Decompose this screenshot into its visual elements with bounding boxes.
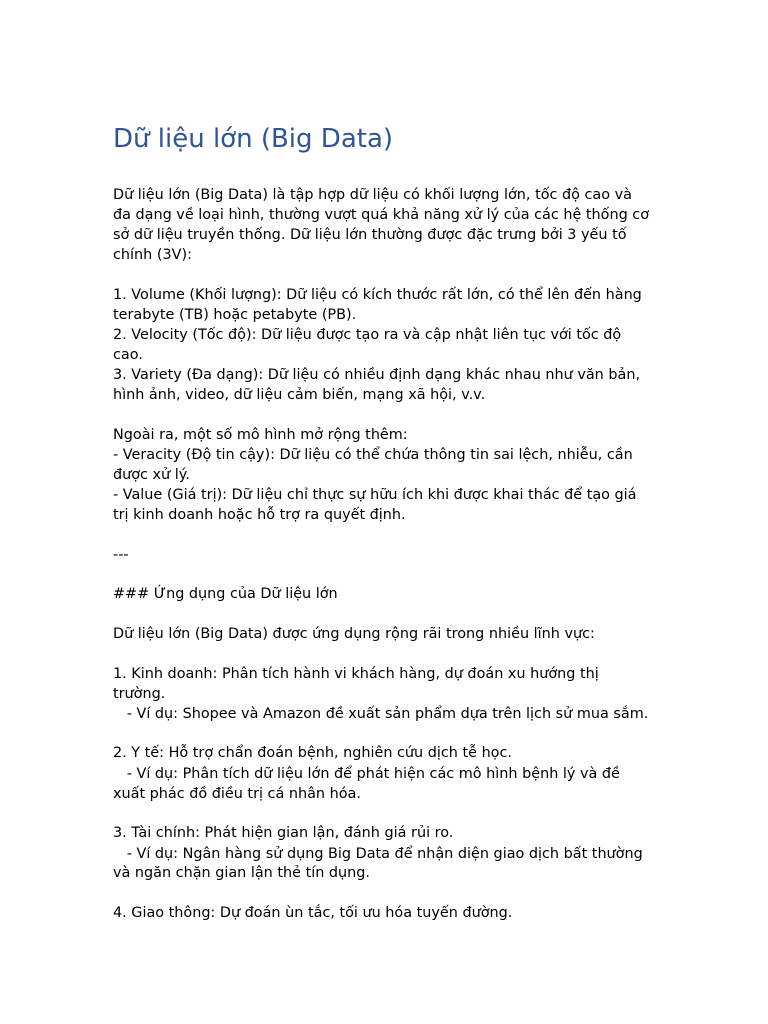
text-line: trị kinh doanh hoặc hỗ trợ ra quyết định. [113, 507, 406, 523]
text-line: 1. Volume (Khối lượng): Dữ liệu có kích thước rất lớn, có thể lên đến hàng [113, 287, 642, 303]
text-line: 2. Velocity (Tốc độ): Dữ liệu được tạo ra và cập nhật liên tục với tốc độ [113, 327, 622, 343]
text-line: - Ví dụ: Shopee và Amazon đề xuất sản phẩm dựa trên lịch sử mua sắm. [113, 706, 649, 722]
text-line: trường. [113, 686, 166, 702]
text-line: xuất phác đồ điều trị cá nhân hóa. [113, 786, 361, 802]
text-line: 3. Variety (Đa dạng): Dữ liệu có nhiều định dạng khác nhau như văn bản, [113, 367, 641, 383]
section-heading: ### Ứng dụng của Dữ liệu lớn [113, 586, 338, 602]
text-line: đa dạng về loại hình, thường vượt quá khả năng xử lý của các hệ thống cơ [113, 207, 650, 223]
text-line: 2. Y tế: Hỗ trợ chẩn đoán bệnh, nghiên cứu dịch tễ học. [113, 745, 512, 761]
text-line: hình ảnh, video, dữ liệu cảm biến, mạng xã hội, v.v. [113, 387, 486, 403]
text-line: - Veracity (Độ tin cậy): Dữ liệu có thể chứa thông tin sai lệch, nhiễu, cần [113, 447, 633, 463]
text-line: - Ví dụ: Phân tích dữ liệu lớn để phát hiện các mô hình bệnh lý và đề [113, 766, 620, 782]
document-title: Dữ liệu lớn (Big Data) [113, 124, 394, 154]
text-line: và ngăn chặn gian lận thẻ tín dụng. [113, 865, 370, 881]
text-line: terabyte (TB) hoặc petabyte (PB). [113, 307, 357, 323]
text-line: chính (3V): [113, 247, 192, 263]
text-line: 1. Kinh doanh: Phân tích hành vi khách hàng, dự đoán xu hướng thị [113, 666, 599, 682]
text-line: Dữ liệu lớn (Big Data) là tập hợp dữ liệu có khối lượng lớn, tốc độ cao và [113, 187, 632, 203]
text-line: - Ví dụ: Ngân hàng sử dụng Big Data để nhận diện giao dịch bất thường [113, 846, 643, 862]
text-line: 3. Tài chính: Phát hiện gian lận, đánh giá rủi ro. [113, 825, 454, 841]
separator-line: --- [113, 547, 129, 563]
text-line: 4. Giao thông: Dự đoán ùn tắc, tối ưu hóa tuyến đường. [113, 905, 513, 921]
text-line: Ngoài ra, một số mô hình mở rộng thêm: [113, 427, 408, 443]
text-line: Dữ liệu lớn (Big Data) được ứng dụng rộng rãi trong nhiều lĩnh vực: [113, 626, 595, 642]
text-line: cao. [113, 347, 143, 363]
text-line: được xử lý. [113, 467, 190, 483]
text-line: - Value (Giá trị): Dữ liệu chỉ thực sự hữu ích khi được khai thác để tạo giá [113, 487, 637, 503]
text-line: sở dữ liệu truyền thống. Dữ liệu lớn thường được đặc trưng bởi 3 yếu tố [113, 227, 627, 243]
